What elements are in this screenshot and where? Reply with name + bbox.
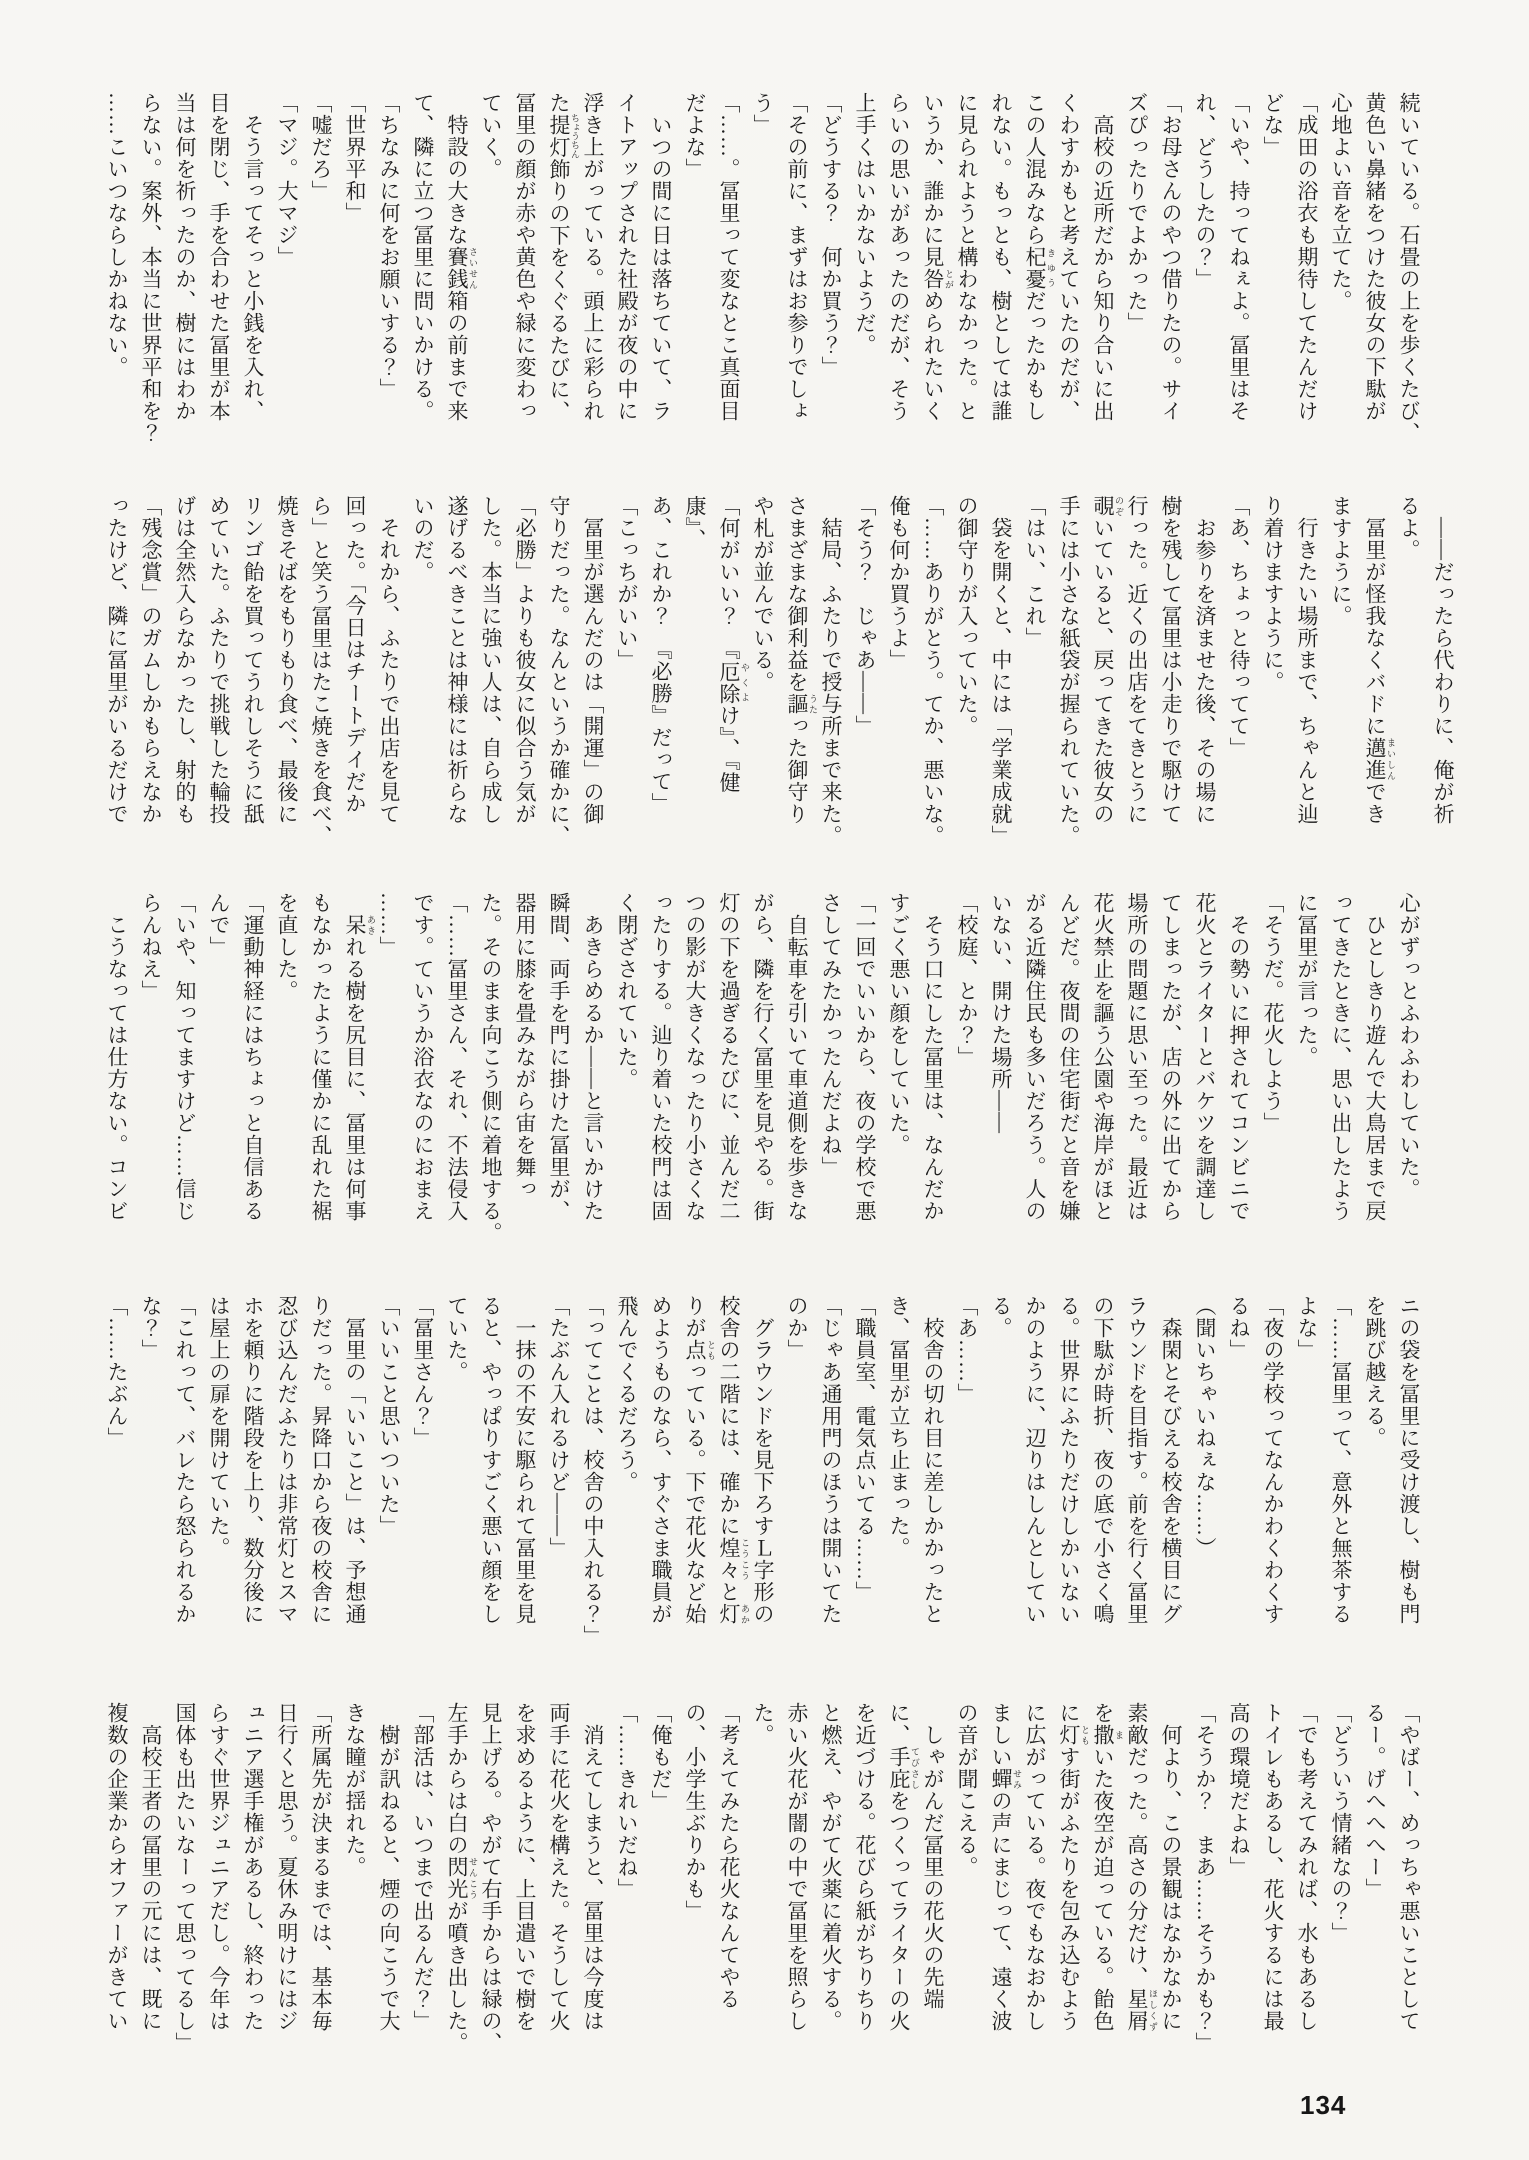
- page-number: 134: [1300, 2090, 1347, 2120]
- vertical-text-block-4: ニの袋を冨里に受け渡し、樹も門 を跳び越える。 「……冨里って、意外と無茶する よな」 「夜の学校ってなんかわくわくす るね」 （聞いちゃいねぇな……） 森閑とそびえる校舎を横目にグ ラウンドを目指す。前を行く冨里 の下駄が時折、夜の底で小さく鳴 る。世界にふたりだけしかいない かのように、辺りはしんとしてい る。 「あ……」 校舎の切れ目に差しかかったと き、冨里が立ち止まった。 「職員室、電気点いてる……」 「じゃあ通用門のほうは開いてた のか」 グラウンドを見下ろすＬ字形の 校舎の二階には、確かに煌々 こうこうと灯 あか りが点 ともっている。下で花火など始 めようものなら、すぐさま職員が 飛んでくるだろう。 「ってことは、校舎の中入れる？」 「たぶん入れるけど――」 一抹の不安に駆られて冨里を見 ると、やっぱりすごく悪い顔をし ていた。 「冨里さん？」 「いいこと思いついた」 冨里の「いいこと」は、予想通 りだった。昇降口から夜の校舎に 忍び込んだふたりは非常灯とスマ ホを頼りに階段を上り、数分後に は屋上の扉を開けていた。 「これって、バレたら怒られるか な？」 「……たぶん」: [105, 1295, 1421, 1647]
- vertical-text-block-5: 「やばー、めっちゃ悪いことして るー。げへへへー」 「どういう情緒なの？」 「でも考えてみれば、水もあるし トイレもあるし、花火するには最 高の環境だよね」 「そうか？ まあ……そうかも？」 何より、この景観はなかなかに 素敵だった。高さの分だけ、星屑 ほしくず を撒 まいた夜空が迫っている。飴色 に灯 ともす街がふたりを包み込むよう に広がっている。夜でもなおかし ましい蟬 せみの声にまじって、遠く波 の音が聞こえる。 しゃがんだ冨里の花火の先端 に、手庇 てびさしをつくってライターの火 を近づける。花びら紙がちりちり と燃え、やがて火薬に着火する。 赤い火花が闇の中で冨里を照らし た。 「考えてみたら花火なんてやる の、小学生ぶりかも」 「俺もだ」 「……きれいだね」 消えてしまうと、冨里は今度は 両手に花火を構えた。そうして火 を求めるように、上目遣いで樹を 見上げる。やがて右手からは緑の、 左手からは白の閃光 せんこうが噴き出した。 「部活は、いつまで出るんだ？」 樹が訊ねると、煙の向こうで大 きな瞳が揺れた。 「所属先が決まるまでは、基本毎 日行くと思う。夏休み明けにはジ ュニア選手権があるし、終わった らすぐ世界ジュニアだし。今年は 国体も出たいなーって思ってるし」 高校王者の冨里の元には、既に 複数の企業からオファーがきてい: [105, 1702, 1421, 2054]
- text-band-5: [100, 1702, 1425, 2054]
- vertical-text-block-2: ――だったら代わりに、俺が祈 るよ。 冨里が怪我なくバドに邁進 まいしんでき ますように。 行きたい場所まで、ちゃんと辿 り着けますように。 「あ、ちょっと待ってて」 お参りを済ませた後、その場に 樹を残して冨里は小走りで駆けて 行った。近くの出店をてきとうに 覗 のぞいていると、戻ってきた彼女の 手には小さな紙袋が握られていた。 「はい、これ」 袋を開くと、中には「学業成就」 の御守りが入っていた。 「……ありがとう。てか、悪いな。 俺も何か買うよ」 「そう？ じゃあ――」 結局、ふたりで授与所まで来た。 さまざまな御利益を謳 うたった御守り や札が並んでいる。 「何がいい？ 『厄除 やくよけ』、『健康』、 あ、これか？ 『必勝』だって」 「こっちがいい」 冨里が選んだのは「開運」の御 守りだった。なんというか確かに、 「必勝」よりも彼女に似合う気が した。本当に強い人は、自ら成し 遂げるべきことは神様には祈らな いのだ。 それから、ふたりで出店を見て 回った。「今日はチートデイだか ら」と笑う冨里はたこ焼きを食べ、 焼きそばをもりもり食べ、最後に リンゴ飴を買ってうれしそうに舐 めていた。ふたりで挑戦した輪投 げは全然入らなかったし、射的も 「残念賞」のガムしかもらえなか ったけど、隣に冨里がいるだけで: [105, 495, 1455, 847]
- text-band-3: [100, 892, 1425, 1244]
- text-band-1: [100, 92, 1425, 444]
- text-band-2: [100, 495, 1455, 847]
- vertical-text-block-1: 続いている。石畳の上を歩くたび、 黄色い鼻緒をつけた彼女の下駄が 心地よい音を立てた。 「成田の浴衣も期待してたんだけ どな」 「いや、持ってねぇよ。冨里はそ れ、どうしたの？」 「お母さんのやつ借りたの。サイ ズぴったりでよかった」 高校の近所だから知り合いに出 くわすかもと考えていたのだが、 この人混みなら杞憂 きゆうだったかもし れない。もっとも、樹としては誰 に見られようと構わなかった。と いうか、誰かに見咎 とがめられたいく らいの思いがあったのだが、そう 上手くはいかないようだ。 「どうする？ 何か買う？」 「その前に、まずはお参りでしょ う」 「……。冨里って変なとこ真面目 だよな」 いつの間に日は落ちていて、ラ イトアップされた社殿が夜の中に 浮き上がっている。頭上に彩られ た提灯 ちょうちん飾りの下をくぐるたびに、 冨里の顔が赤や黄色や緑に変わっ ていく。 特設の大きな賽銭 さいせん箱の前まで来 て、隣に立つ冨里に問いかける。 「ちなみに何をお願いする？」 「世界平和」 「嘘だろ」 「マジ。大マジ」 そう言ってそっと小銭を入れ、 目を閉じ、手を合わせた冨里が本 当は何を祈ったのか、樹にはわか らない。案外、本当に世界平和を？ ……こいつならしかねない。: [105, 92, 1421, 444]
- vertical-text-block-3: 心がずっとふわふわしていた。 ひとしきり遊んで大鳥居まで戻 ってきたときに、思い出したよう に冨里が言った。 「そうだ。花火しよう」 その勢いに押されてコンビニで 花火とライターとバケツを調達し てしまったが、店の外に出てから 場所の問題に思い至った。最近は 花火禁止を謳う公園や海岸がほと んどだ。夜間の住宅街だと音を嫌 がる近隣住民も多いだろう。人の いない、開けた場所―― 「校庭、とか？」 そう口にした冨里は、なんだか すごく悪い顔をしていた。 「一回でいいから、夜の学校で悪 さしてみたかったんだよね」 自転車を引いて車道側を歩きな がら、隣を行く冨里を見やる。街 灯の下を過ぎるたびに、並んだ二 つの影が大きくなったり小さくな ったりする。辿り着いた校門は固 く閉ざされていた。 あきらめるか――と言いかけた 瞬間、両手を門に掛けた冨里が、 器用に膝を畳みながら宙を舞っ た。そのまま向こう側に着地する。 「……冨里さん、それ、不法侵入 です。ていうか浴衣なのにおまえ ……」 呆 あきれる樹を尻目に、冨里は何事 もなかったように僅かに乱れた裾 を直した。 「運動神経にはちょっと自信ある んで」 「いや、知ってますけど……信じ らんねえ」 こうなっては仕方ない。コンビ: [105, 892, 1421, 1244]
- text-band-4: [100, 1295, 1425, 1647]
